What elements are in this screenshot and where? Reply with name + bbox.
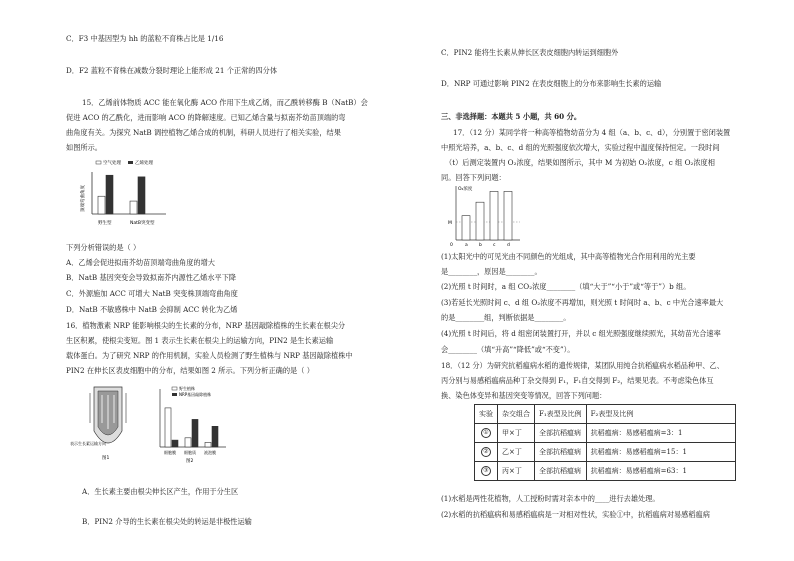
table-cell bbox=[475, 462, 498, 481]
legend-ethylene: 乙烯处理 bbox=[135, 161, 153, 166]
q15-option-d: D．NatB 不敏感株中 NatB 会抑制 ACC 转化为乙烯 bbox=[66, 305, 238, 314]
bar-group-b bbox=[476, 202, 484, 240]
fig2-legend-ko-swatch bbox=[172, 393, 177, 396]
q17-sub-3a: (3)若延长光照时间 c、d 组 O₂浓度不再增加，则光照 t 时间时 a、b、c 中光合速率最大 bbox=[441, 298, 724, 307]
bar-wt-1 bbox=[185, 438, 191, 447]
fig2-x-membrane: 细胞膜 bbox=[164, 450, 176, 455]
q17-ylabel: O₂浓度 bbox=[458, 187, 473, 192]
q15-option-c: C．外源施加 ACC 可增大 NatB 突变株顶端弯曲角度 bbox=[66, 289, 238, 298]
bar-ethylene-0 bbox=[106, 175, 113, 214]
table-cell: 全部抗稻瘟病 bbox=[535, 424, 587, 443]
q15-stem-3: 曲角度有关。为探究 NatB 调控植物乙烯合成的机制，科研人员进行了相关实验，结果 bbox=[66, 128, 341, 137]
q17-chart bbox=[444, 182, 524, 248]
q15-stem-4: 如图所示。 bbox=[66, 143, 102, 152]
q17-stem-1: 17．（12 分）某同学将一种高等植物幼苗分为 4 组（a、b、c、d），分别置于密闭装置 bbox=[453, 128, 731, 137]
q17-sub-1a: (1)太阳光中的可见光由不同颜色的光组成，其中高等植物光合作用利用的光主要 bbox=[441, 252, 696, 261]
q17-x-c: c bbox=[493, 243, 496, 248]
q17-x-b: b bbox=[479, 243, 482, 248]
fig1-caption: 图1 bbox=[102, 456, 110, 461]
bar-ko-1 bbox=[192, 419, 198, 447]
q17-sub-2: (2)光照 t 时间时，a 组 CO₂浓度________（填“大于”“小于”或“等于”）b 组。 bbox=[441, 282, 691, 291]
q17-x-a: a bbox=[465, 243, 468, 248]
table-cell-circle: ② bbox=[481, 447, 491, 457]
fig1-note: 表示生长素运输方向 bbox=[70, 441, 106, 446]
q16-figure-1 bbox=[64, 383, 154, 465]
table-header-cell: 实验 bbox=[475, 405, 498, 424]
option-d-prev: D．F2 蓝粒不育株在减数分裂时理论上能形成 21 个正常的四分体 bbox=[66, 66, 278, 75]
q18-stem-2: 丙分别与易感稻瘟病品种丁杂交得到 F₁，F₁自交得到 F₂，结果见表。不考虑染色体互 bbox=[441, 376, 714, 385]
table-cell: 抗稻瘟病：易感稻瘟病=15：1 bbox=[586, 443, 735, 462]
bar-wt-2 bbox=[205, 442, 211, 447]
table-row bbox=[475, 462, 736, 481]
bar-wt-0 bbox=[165, 408, 171, 447]
legend-air-swatch bbox=[96, 161, 101, 164]
bar-group-a bbox=[462, 216, 470, 240]
q16-stem-4: PIN2 在伸长区表皮细胞中的分布，结果如图 2 所示。下列分析正确的是（ ） bbox=[66, 366, 314, 375]
table-header-cell: F₂表型及比例 bbox=[586, 405, 735, 424]
fig2-legend-ko: NRP基因敲除植株 bbox=[179, 392, 212, 397]
q17-m-label: M bbox=[448, 221, 452, 226]
q15-option-b: B．NatB 基因突变会导致拟南芥内源性乙烯水平下降 bbox=[66, 273, 237, 282]
q16-stem-3: 载体蛋白。为了研究 NRP 的作用机制，实验人员检测了野生植株与 NRP 基因敲除植株中 bbox=[66, 351, 353, 360]
table-cell: 全部抗稻瘟病 bbox=[535, 462, 587, 481]
q15-chart bbox=[70, 158, 170, 238]
q17-stem-3: （t）后测定装置内 O₂浓度，结果如图所示，其中 M 为初始 O₂浓度，c 组 O₂浓度相 bbox=[445, 158, 715, 167]
table-header-row bbox=[475, 405, 736, 424]
q15-question: 下列分析错误的是（ ） bbox=[66, 243, 141, 252]
table-row bbox=[475, 443, 736, 462]
table-cell: 甲×丁 bbox=[498, 424, 535, 443]
q15-ylabel: 顶端弯曲角度 bbox=[81, 185, 86, 212]
q17-sub-4b: 会________（填“升高”“降低”或“不变”）。 bbox=[441, 345, 575, 354]
q15-xlabel-wt: 野生型 bbox=[98, 221, 112, 226]
legend-ethylene-swatch bbox=[128, 161, 133, 164]
bar-air-1 bbox=[130, 201, 137, 214]
q15-stem-1: 15．乙烯前体物质 ACC 能在氧化酶 ACO 作用下生成乙烯，而乙酰转移酶 B（NatB）会 bbox=[82, 98, 368, 107]
fig2-x-cytoplasm: 细胞质 bbox=[184, 450, 196, 455]
q16-option-b: B．PIN2 介导的生长素在根尖处的转运是非极性运输 bbox=[82, 517, 252, 526]
table-cell: 全部抗稻瘟病 bbox=[535, 443, 587, 462]
legend-air: 空气处理 bbox=[103, 161, 121, 166]
q17-sub-4a: (4)光照 t 时间后，将 d 组密闭装置打开，并以 c 组光照强度继续照光，其幼苗光合速率 bbox=[441, 329, 721, 338]
q18-stem-3: 换、染色体变异和基因突变等情况，回答下列问题： bbox=[441, 391, 607, 400]
bar-ko-0 bbox=[172, 440, 178, 447]
bar-ethylene-1 bbox=[138, 177, 145, 214]
table-cell bbox=[475, 424, 498, 443]
q17-origin: 0 bbox=[450, 243, 453, 248]
q17-stem-4: 同。回答下列问题： bbox=[441, 173, 506, 182]
q18-results-table bbox=[474, 404, 736, 481]
table-cell: 乙×丁 bbox=[498, 443, 535, 462]
q17-sub-1b: 是________，原因是________。 bbox=[441, 267, 542, 276]
q16-figure-2 bbox=[152, 383, 232, 465]
q16-option-c: C．PIN2 能将生长素从伸长区表皮细胞内转运到细胞外 bbox=[441, 48, 619, 57]
option-c-prev: C．F3 中基因型为 hh 的蓝粒不育株占比是 1/16 bbox=[66, 34, 224, 43]
q17-stem-2: 中照光培养，a、b、c、d 组的光照强度依次增大，实验过程中温度保持恒定。一段时间 bbox=[441, 143, 720, 152]
fig2-legend-wt: 野生植株 bbox=[179, 386, 195, 391]
fig2-caption: 图2 bbox=[186, 459, 194, 464]
bar-group-c bbox=[490, 191, 498, 240]
section-heading: 三、非选择题：本题共 5 小题，共 60 分。 bbox=[441, 112, 582, 121]
table-cell: 抗稻瘟病：易感稻瘟病=63：1 bbox=[586, 462, 735, 481]
q15-xlabel-mut: NatB突变型 bbox=[130, 221, 155, 226]
q16-option-d: D．NRP 可通过影响 PIN2 在表皮细胞上的分布来影响生长素的运输 bbox=[441, 79, 662, 88]
q18-stem-1: 18．（12 分）为研究抗稻瘟病水稻的遗传规律，某团队用纯合抗稻瘟病水稻品种甲、乙、 bbox=[441, 361, 724, 370]
table-header-cell: F₁表型及比例 bbox=[535, 405, 587, 424]
table-cell-circle: ③ bbox=[481, 466, 491, 476]
q16-option-a: A．生长素主要由根尖伸长区产生，作用于分生区 bbox=[82, 487, 239, 496]
q18-sub-1: (1)水稻是两性花植物，人工授粉时需对亲本中的____进行去雄处理。 bbox=[441, 494, 660, 503]
q16-stem-1: 16．植物激素 NRP 能影响根尖的生长素的分布，NRP 基因敲除植株的生长素在根尖分 bbox=[66, 321, 346, 330]
bar-group-d bbox=[504, 191, 512, 240]
table-header-cell: 杂交组合 bbox=[498, 405, 535, 424]
table-cell: 抗稻瘟病：易感稻瘟病=3：1 bbox=[586, 424, 735, 443]
q15-option-a: A．乙烯会促进拟南芥幼苗顶端弯曲角度的增大 bbox=[66, 258, 215, 267]
table-row bbox=[475, 424, 736, 443]
q18-sub-2: (2)水稻的抗稻瘟病和易感稻瘟病是一对相对性状，实验①中，抗稻瘟病对易感稻瘟病 bbox=[441, 510, 710, 519]
table-cell-circle: ① bbox=[481, 428, 491, 438]
q17-x-d: d bbox=[507, 243, 510, 248]
q15-stem-2: 促进 ACO 的乙酰化，进而影响 ACO 的降解速度。已知乙烯含量与拟南芥幼苗顶端的弯 bbox=[66, 113, 346, 122]
q17-sub-3b: 的是________组，判断依据是________。 bbox=[441, 313, 571, 322]
table-cell: 丙×丁 bbox=[498, 462, 535, 481]
fig2-x-vacuole: 液泡膜 bbox=[204, 450, 216, 455]
table-cell bbox=[475, 443, 498, 462]
fig2-legend-wt-swatch bbox=[172, 387, 177, 390]
bar-ko-2 bbox=[212, 426, 218, 447]
bar-air-0 bbox=[98, 196, 105, 214]
q16-stem-2: 生区积累，使根尖变短。图 1 表示生长素在根尖上的运输方向，PIN2 是生长素运输 bbox=[66, 336, 334, 345]
